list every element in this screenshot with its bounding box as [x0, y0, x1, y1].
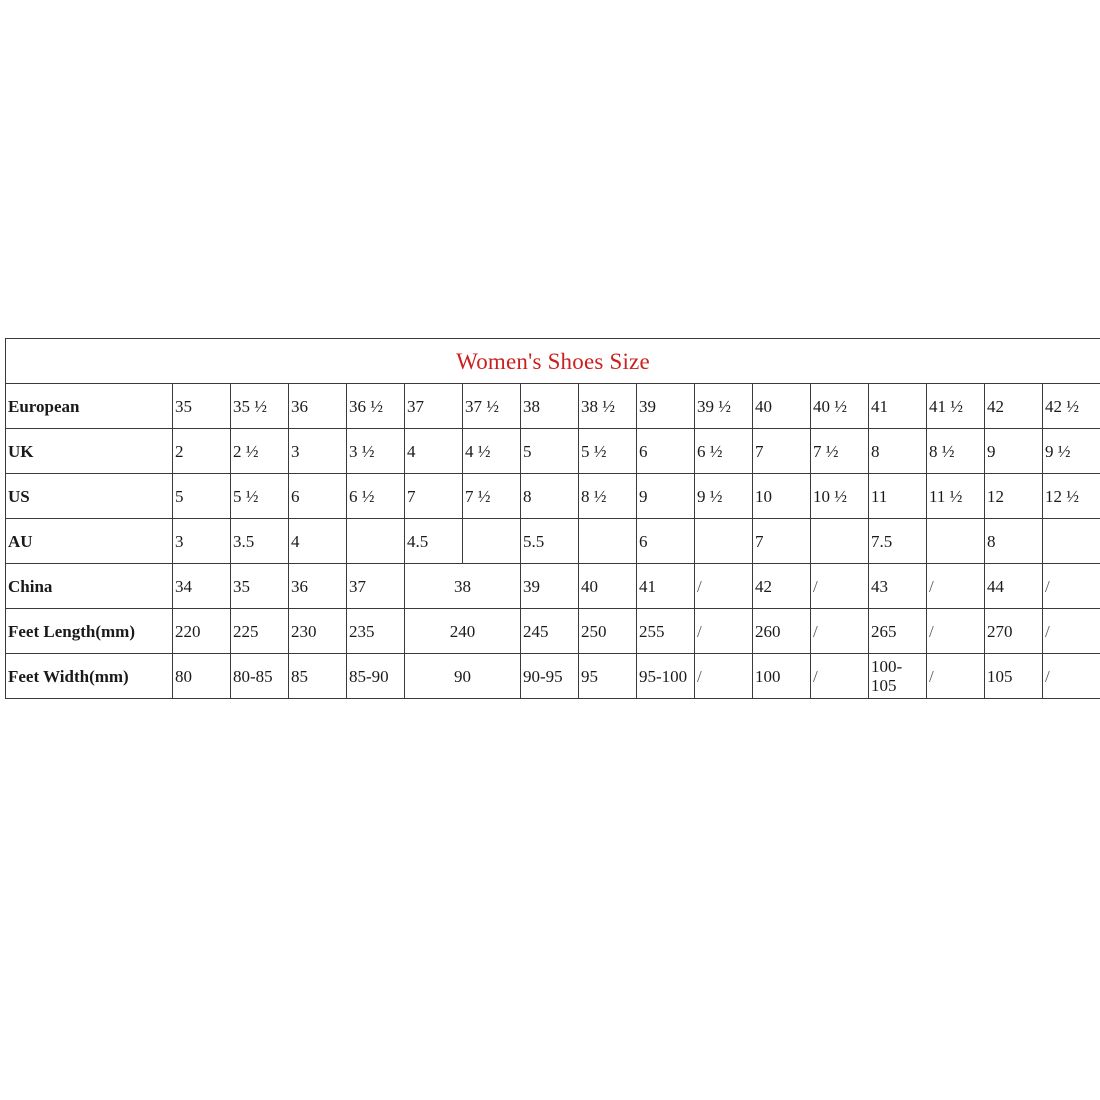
table-cell — [463, 519, 521, 564]
table-cell — [811, 519, 869, 564]
table-cell: 265 — [869, 609, 927, 654]
table-row-china — [6, 564, 1100, 609]
table-cell: 35 — [231, 564, 289, 609]
row-label-china: China — [6, 564, 173, 609]
table-cell: 12 ½ — [1043, 474, 1100, 519]
table-cell: 36 ½ — [347, 384, 405, 429]
table-cell: 39 — [637, 384, 695, 429]
table-cell: 270 — [985, 609, 1043, 654]
table-cell: 85-90 — [347, 654, 405, 699]
table-cell: 37 — [405, 384, 463, 429]
table-cell: 36 — [289, 384, 347, 429]
table-cell — [347, 519, 405, 564]
table-cell: 240 — [405, 609, 521, 654]
table-cell: 8 ½ — [579, 474, 637, 519]
table-cell: 4.5 — [405, 519, 463, 564]
table-row-uk — [6, 429, 1100, 474]
table-cell: 38 ½ — [579, 384, 637, 429]
table-cell: 80-85 — [231, 654, 289, 699]
table-cell: 245 — [521, 609, 579, 654]
table-cell: 2 — [173, 429, 231, 474]
table-cell: / — [1043, 564, 1100, 609]
table-cell: / — [811, 654, 869, 699]
title-row — [6, 339, 1100, 384]
table-cell: 40 — [753, 384, 811, 429]
table-cell: / — [927, 654, 985, 699]
table-cell: 11 — [869, 474, 927, 519]
table-cell: 8 — [985, 519, 1043, 564]
table-cell: 6 — [637, 519, 695, 564]
table-cell: 5 — [521, 429, 579, 474]
table-cell: 10 ½ — [811, 474, 869, 519]
table-cell: 8 — [521, 474, 579, 519]
table-cell: / — [695, 654, 753, 699]
table-cell: / — [1043, 609, 1100, 654]
table-row-feet-width — [6, 654, 1100, 699]
table-cell — [579, 519, 637, 564]
table-cell: 255 — [637, 609, 695, 654]
table-cell: 7.5 — [869, 519, 927, 564]
row-label-european: European — [6, 384, 173, 429]
table-row-au — [6, 519, 1100, 564]
table-cell: 38 — [405, 564, 521, 609]
table-cell: 260 — [753, 609, 811, 654]
table-cell: 5 ½ — [231, 474, 289, 519]
table-cell: / — [695, 564, 753, 609]
table-cell: 225 — [231, 609, 289, 654]
table-cell: 95-100 — [637, 654, 695, 699]
table-cell: 40 ½ — [811, 384, 869, 429]
table-cell: 5 — [173, 474, 231, 519]
table-cell: 80 — [173, 654, 231, 699]
table-cell: 42 — [985, 384, 1043, 429]
table-cell: 35 — [173, 384, 231, 429]
table-cell: 37 — [347, 564, 405, 609]
table-cell: 2 ½ — [231, 429, 289, 474]
table-cell: 8 — [869, 429, 927, 474]
table-cell: / — [927, 564, 985, 609]
table-cell: 9 ½ — [1043, 429, 1100, 474]
table-cell — [927, 519, 985, 564]
table-title: Women's Shoes Size — [6, 339, 1100, 384]
table-cell — [1043, 519, 1100, 564]
table-cell: 43 — [869, 564, 927, 609]
table-cell: 9 — [637, 474, 695, 519]
table-cell: 7 ½ — [463, 474, 521, 519]
table-cell: 6 ½ — [695, 429, 753, 474]
table-cell: 6 — [289, 474, 347, 519]
table-cell: / — [811, 609, 869, 654]
table-cell: 10 — [753, 474, 811, 519]
table-cell: 4 — [405, 429, 463, 474]
table-row-us — [6, 474, 1100, 519]
table-cell: 6 ½ — [347, 474, 405, 519]
table-cell: / — [1043, 654, 1100, 699]
table-cell: 95 — [579, 654, 637, 699]
table-cell: 41 — [637, 564, 695, 609]
table-cell: 38 — [521, 384, 579, 429]
table-cell — [695, 519, 753, 564]
table-cell: 42 — [753, 564, 811, 609]
table-cell: 5 ½ — [579, 429, 637, 474]
table-cell: 9 — [985, 429, 1043, 474]
table-cell: 7 — [753, 519, 811, 564]
table-cell: 3 — [173, 519, 231, 564]
table-cell: 44 — [985, 564, 1043, 609]
table-cell: 39 — [521, 564, 579, 609]
table-cell: 11 ½ — [927, 474, 985, 519]
table-cell: 40 — [579, 564, 637, 609]
table-cell: / — [811, 564, 869, 609]
size-chart-table — [5, 338, 1100, 699]
table-cell: 42 ½ — [1043, 384, 1100, 429]
row-label-us: US — [6, 474, 173, 519]
row-label-feet-length: Feet Length(mm) — [6, 609, 173, 654]
table-cell: 3.5 — [231, 519, 289, 564]
table-row-feet-length — [6, 609, 1100, 654]
table-cell: 220 — [173, 609, 231, 654]
table-cell: 4 — [289, 519, 347, 564]
table-cell: / — [695, 609, 753, 654]
table-cell: 105 — [985, 654, 1043, 699]
table-cell: 100-105 — [869, 654, 927, 699]
table-cell: 100 — [753, 654, 811, 699]
table-cell: 36 — [289, 564, 347, 609]
table-cell: 7 — [405, 474, 463, 519]
table-row-european — [6, 384, 1100, 429]
table-cell: 7 — [753, 429, 811, 474]
table-cell: 90-95 — [521, 654, 579, 699]
table-cell: 3 ½ — [347, 429, 405, 474]
table-cell: 90 — [405, 654, 521, 699]
table-cell: 6 — [637, 429, 695, 474]
row-label-au: AU — [6, 519, 173, 564]
table-cell: 41 — [869, 384, 927, 429]
row-label-uk: UK — [6, 429, 173, 474]
table-cell: 9 ½ — [695, 474, 753, 519]
table-cell: 4 ½ — [463, 429, 521, 474]
table-cell: 12 — [985, 474, 1043, 519]
table-cell: 5.5 — [521, 519, 579, 564]
table-cell: 37 ½ — [463, 384, 521, 429]
table-cell: 7 ½ — [811, 429, 869, 474]
table-cell: 41 ½ — [927, 384, 985, 429]
row-label-feet-width: Feet Width(mm) — [6, 654, 173, 699]
table-cell: 230 — [289, 609, 347, 654]
table-cell: 39 ½ — [695, 384, 753, 429]
table-cell: 250 — [579, 609, 637, 654]
table-cell: 35 ½ — [231, 384, 289, 429]
table-cell: 3 — [289, 429, 347, 474]
table-cell: 8 ½ — [927, 429, 985, 474]
table-cell: 34 — [173, 564, 231, 609]
table-cell: 235 — [347, 609, 405, 654]
table-cell: 85 — [289, 654, 347, 699]
table-cell: / — [927, 609, 985, 654]
